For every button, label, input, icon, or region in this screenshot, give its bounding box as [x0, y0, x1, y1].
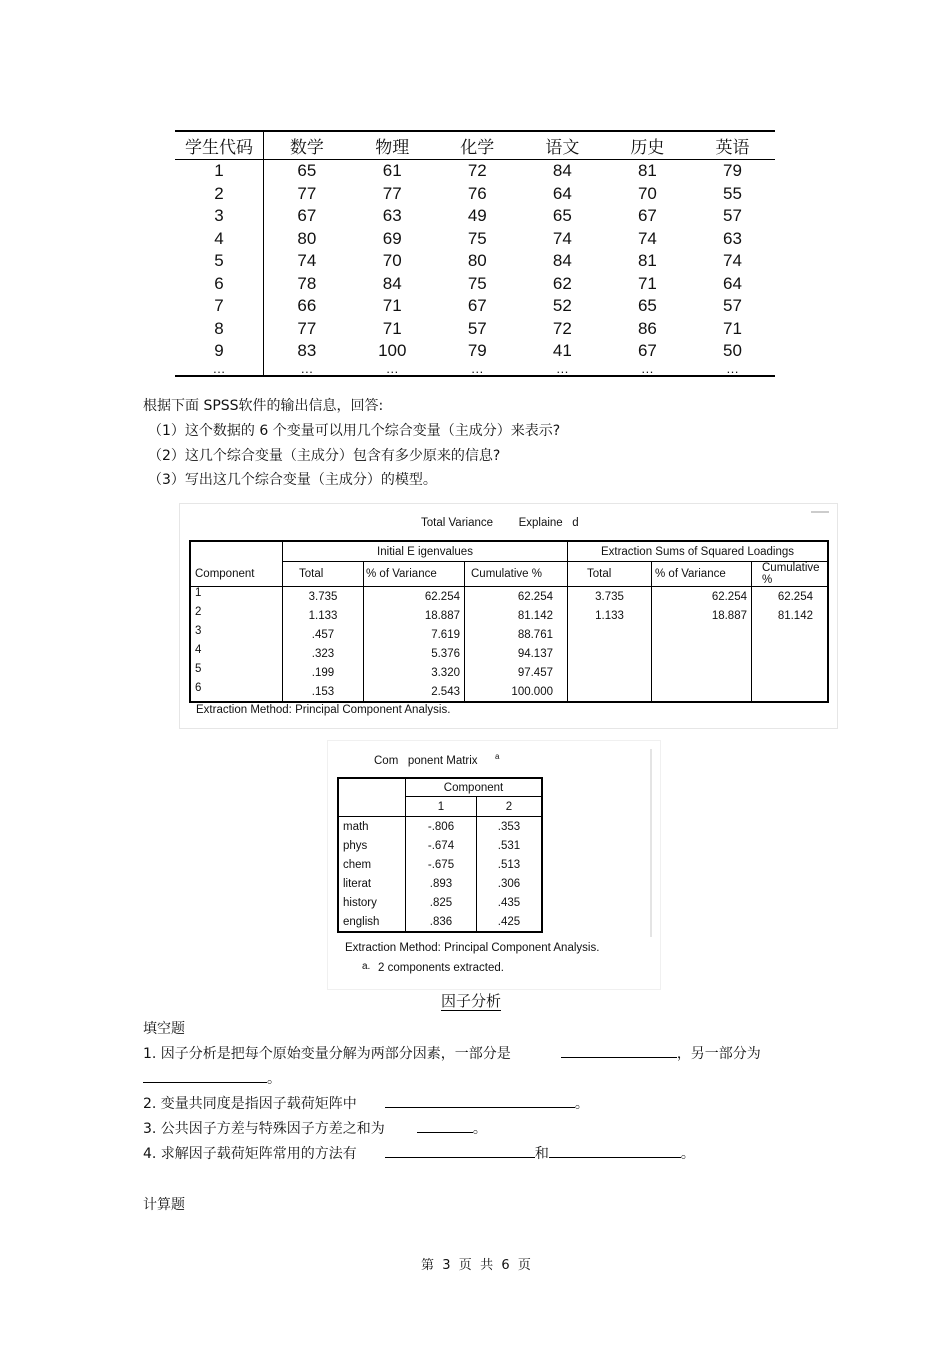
matrix-title: Com ponent Matrix: [374, 755, 478, 767]
table-cell: 70: [637, 183, 657, 203]
table-cell: 78: [297, 273, 317, 293]
col-cum: Cumulative %: [465, 562, 568, 587]
variance-table: [189, 540, 829, 703]
table-cell: 72: [552, 318, 572, 338]
header-cell: 英语: [690, 131, 775, 160]
table-cell: 50: [723, 341, 742, 361]
table-cell: phys: [338, 836, 406, 855]
fill-text: 和: [534, 1146, 549, 1162]
table-cell: 61: [382, 161, 402, 181]
table-row: [175, 340, 775, 363]
table-cell: -.675: [406, 855, 477, 874]
fill-text: 2. 变量共同度是指因子载荷矩阵中: [143, 1096, 357, 1112]
table-row: [175, 205, 775, 228]
table-cell: 74: [723, 251, 742, 271]
table-cell: 86: [637, 318, 657, 338]
table-row: [190, 587, 828, 607]
table-cell: .457: [283, 625, 364, 644]
fill-text: 3. 公共因子方差与特殊因子方差之和为: [143, 1121, 385, 1137]
table-cell: 57: [723, 296, 742, 316]
table-cell: 83: [297, 341, 317, 361]
table-cell: 79: [723, 161, 742, 181]
table-cell: 3: [175, 205, 264, 228]
table-cell: 74: [552, 228, 572, 248]
panel-scrollbar: [650, 749, 652, 937]
table-cell: .893: [406, 874, 477, 893]
table-cell: 84: [382, 273, 402, 293]
table-cell: 9: [175, 340, 264, 363]
fill-text: 1. 因子分析是把每个原始变量分解为两部分因素，一部分是: [143, 1046, 511, 1062]
answer-blank[interactable]: [417, 1118, 473, 1133]
table-cell: 18.887: [364, 606, 465, 625]
header-cell: 数学: [264, 131, 350, 160]
table-cell: 65: [637, 296, 657, 316]
table-row: [338, 912, 542, 932]
question-1: （1）这个数据的 6 个变量可以用几个综合变量（主成分）来表示?: [148, 423, 561, 439]
table-cell: 41: [552, 341, 572, 361]
table-cell: 64: [552, 183, 572, 203]
table-cell: chem: [338, 855, 406, 874]
table-cell: 52: [552, 296, 572, 316]
col-ext-pct: % of Variance: [652, 562, 752, 587]
table-cell: 81: [637, 251, 657, 271]
table-cell: .153: [283, 682, 364, 702]
fill-text: 。: [680, 1146, 695, 1162]
matrix-group: Component: [406, 778, 543, 797]
table-cell: 7.619: [364, 625, 465, 644]
table-cell: 1.133: [283, 606, 364, 625]
table-cell: 3.735: [568, 587, 652, 607]
answer-blank[interactable]: [143, 1068, 267, 1083]
table-cell: …: [175, 363, 264, 376]
score-table: [175, 130, 775, 377]
table-row: [190, 644, 828, 663]
table-cell: 5.376: [364, 644, 465, 663]
table-cell: 8: [175, 318, 264, 341]
table-cell: 1: [175, 160, 264, 183]
table-cell: 67: [297, 206, 317, 226]
matrix-title-sup: a: [495, 752, 500, 761]
table-cell: 63: [382, 206, 402, 226]
header-cell: 物理: [350, 131, 435, 160]
table-cell: [752, 625, 829, 644]
table-row: [190, 663, 828, 682]
table-cell: 67: [637, 341, 657, 361]
table-cell: 63: [723, 228, 742, 248]
table-cell: -.806: [406, 817, 477, 837]
table-cell: 88.761: [465, 625, 568, 644]
table-cell: 100.000: [465, 682, 568, 702]
table-cell: 80: [467, 251, 487, 271]
table-cell: 3.735: [283, 587, 364, 607]
table-cell: [652, 644, 752, 663]
table-cell: …: [435, 363, 520, 376]
table-cell: 71: [382, 318, 402, 338]
table-cell: [752, 663, 829, 682]
table-cell: [568, 682, 652, 702]
table-cell: [568, 625, 652, 644]
table-cell: 1: [190, 587, 283, 607]
table-cell: 97.457: [465, 663, 568, 682]
answer-blank[interactable]: [385, 1143, 535, 1158]
question-intro: 根据下面 SPSS软件的输出信息，回答:: [143, 398, 384, 414]
table-cell: 65: [297, 161, 317, 181]
col-ext-cum: Cumulative %: [762, 562, 820, 586]
col-total: Total: [283, 562, 364, 587]
table-cell: 49: [467, 206, 487, 226]
matrix-col-2: 2: [505, 800, 513, 813]
table-cell: 62.254: [652, 587, 752, 607]
table-cell: 6: [175, 273, 264, 296]
table-cell: 4: [175, 228, 264, 251]
table-cell: 62.254: [465, 587, 568, 607]
header-cell: 学生代码: [175, 131, 264, 160]
variance-footnote: Extraction Method: Principal Component Analysis.: [196, 704, 451, 716]
table-cell: 72: [467, 161, 487, 181]
table-row: [190, 625, 828, 644]
table-cell: .513: [497, 858, 521, 871]
total-variance-panel: [179, 503, 838, 729]
table-cell: .435: [497, 896, 521, 909]
table-cell: math: [338, 817, 406, 837]
group-initial: Initial E igenvalues: [283, 541, 568, 562]
table-row: [175, 273, 775, 296]
table-cell: 5: [190, 663, 283, 682]
page-footer: 第 3 页 共 6 页: [421, 1258, 531, 1273]
table-cell: .531: [497, 839, 521, 852]
table-row-ellipsis: [175, 363, 775, 376]
fill-text: 4. 求解因子载荷矩阵常用的方法有: [143, 1146, 357, 1162]
table-cell: 18.887: [652, 606, 752, 625]
table-row: [175, 318, 775, 341]
table-cell: [652, 625, 752, 644]
table-cell: 70: [382, 251, 402, 271]
table-cell: 81.142: [777, 609, 813, 622]
table-cell: 4: [190, 644, 283, 663]
table-cell: [568, 644, 652, 663]
variance-table-title: Total Variance Explaine d: [421, 517, 579, 529]
fill-text: ，另一部分为: [676, 1046, 761, 1062]
fill-question-4: [143, 1143, 695, 1163]
table-cell: 77: [297, 318, 317, 338]
fill-question-1: [143, 1043, 761, 1063]
fill-question-1-cont: [143, 1068, 281, 1088]
table-cell: 1.133: [568, 606, 652, 625]
table-cell: 57: [723, 206, 742, 226]
table-cell: 67: [637, 206, 657, 226]
table-row: [175, 228, 775, 251]
table-cell: 100: [378, 341, 407, 361]
table-cell: 81.142: [465, 606, 568, 625]
table-cell: 3: [190, 625, 283, 644]
fill-question-3: [143, 1118, 487, 1138]
table-cell: -.674: [406, 836, 477, 855]
col-ext-total: Total: [568, 562, 652, 587]
matrix-col-1: 1: [406, 797, 477, 817]
table-cell: 67: [467, 296, 487, 316]
table-cell: literat: [338, 874, 406, 893]
fill-text: 。: [267, 1071, 281, 1087]
table-cell: 71: [382, 296, 402, 316]
table-cell: 71: [723, 318, 742, 338]
answer-blank[interactable]: [561, 1043, 677, 1058]
table-cell: 62.254: [777, 590, 813, 603]
score-table-header: [175, 131, 775, 160]
table-cell: 81: [637, 161, 657, 181]
table-cell: 3.320: [364, 663, 465, 682]
table-cell: .425: [497, 915, 521, 928]
fill-question-2: [143, 1093, 589, 1113]
table-cell: …: [264, 363, 350, 376]
table-cell: [652, 682, 752, 702]
table-cell: english: [338, 912, 406, 932]
table-cell: .825: [406, 893, 477, 912]
table-row: [338, 817, 542, 837]
table-cell: 84: [552, 251, 572, 271]
table-row: [338, 855, 542, 874]
table-cell: 74: [637, 228, 657, 248]
table-row: [175, 295, 775, 318]
answer-blank[interactable]: [549, 1143, 681, 1158]
matrix-note: 2 components extracted.: [378, 962, 504, 974]
fill-text: 。: [574, 1096, 589, 1112]
table-cell: 2.543: [364, 682, 465, 702]
table-cell: .306: [497, 877, 521, 890]
group-extraction: Extraction Sums of Squared Loadings: [568, 541, 829, 562]
table-cell: 2: [175, 183, 264, 206]
header-cell: 化学: [435, 131, 520, 160]
table-row: [190, 682, 828, 702]
table-cell: .353: [497, 820, 521, 833]
table-cell: 65: [552, 206, 572, 226]
header-cell: 语文: [520, 131, 605, 160]
table-cell: 2: [190, 606, 283, 625]
table-cell: …: [520, 363, 605, 376]
table-cell: 75: [467, 228, 487, 248]
table-row: [175, 250, 775, 273]
table-row: [175, 160, 775, 183]
panel-handle: [811, 511, 829, 513]
table-cell: 62.254: [364, 587, 465, 607]
table-row: [338, 836, 542, 855]
table-cell: [652, 663, 752, 682]
table-cell: 75: [467, 273, 487, 293]
table-cell: history: [338, 893, 406, 912]
table-cell: .199: [283, 663, 364, 682]
table-cell: …: [605, 363, 690, 376]
table-cell: …: [350, 363, 435, 376]
table-cell: 76: [467, 183, 487, 203]
table-cell: 80: [297, 228, 317, 248]
table-cell: 55: [723, 183, 742, 203]
table-row: [338, 874, 542, 893]
fill-text: 。: [472, 1121, 487, 1137]
table-cell: [752, 682, 829, 702]
section-title: 因子分析: [441, 992, 502, 1010]
table-row: [338, 893, 542, 912]
table-row: [175, 183, 775, 206]
question-3: （3）写出这几个综合变量（主成分）的模型。: [148, 472, 437, 488]
fill-heading: 填空题: [143, 1021, 185, 1037]
table-cell: 94.137: [465, 644, 568, 663]
component-matrix-panel: [327, 740, 661, 990]
table-cell: [568, 663, 652, 682]
table-cell: 62: [552, 273, 572, 293]
table-cell: 69: [382, 228, 402, 248]
table-cell: 77: [382, 183, 402, 203]
table-cell: .323: [283, 644, 364, 663]
table-cell: [752, 644, 829, 663]
table-cell: .836: [406, 912, 477, 932]
col-pct: % of Variance: [364, 562, 465, 587]
table-cell: 74: [297, 251, 317, 271]
table-cell: 77: [297, 183, 317, 203]
table-cell: 79: [467, 341, 487, 361]
matrix-footnote: Extraction Method: Principal Component Analysis.: [345, 942, 600, 954]
col-component: Component: [190, 562, 283, 587]
calc-heading: 计算题: [143, 1197, 185, 1213]
table-cell: 57: [467, 318, 487, 338]
table-row: [190, 606, 828, 625]
table-cell: 71: [637, 273, 657, 293]
table-cell: …: [690, 363, 775, 376]
table-cell: 7: [175, 295, 264, 318]
table-cell: 66: [297, 296, 317, 316]
table-cell: 84: [552, 161, 572, 181]
header-cell: 历史: [605, 131, 690, 160]
matrix-note-mark: a.: [362, 961, 371, 972]
table-cell: 5: [175, 250, 264, 273]
component-matrix-table: [337, 777, 543, 933]
answer-blank[interactable]: [385, 1093, 575, 1108]
question-2: （2）这几个综合变量（主成分）包含有多少原来的信息?: [148, 448, 501, 464]
table-cell: 6: [190, 682, 283, 702]
table-cell: 64: [723, 273, 742, 293]
